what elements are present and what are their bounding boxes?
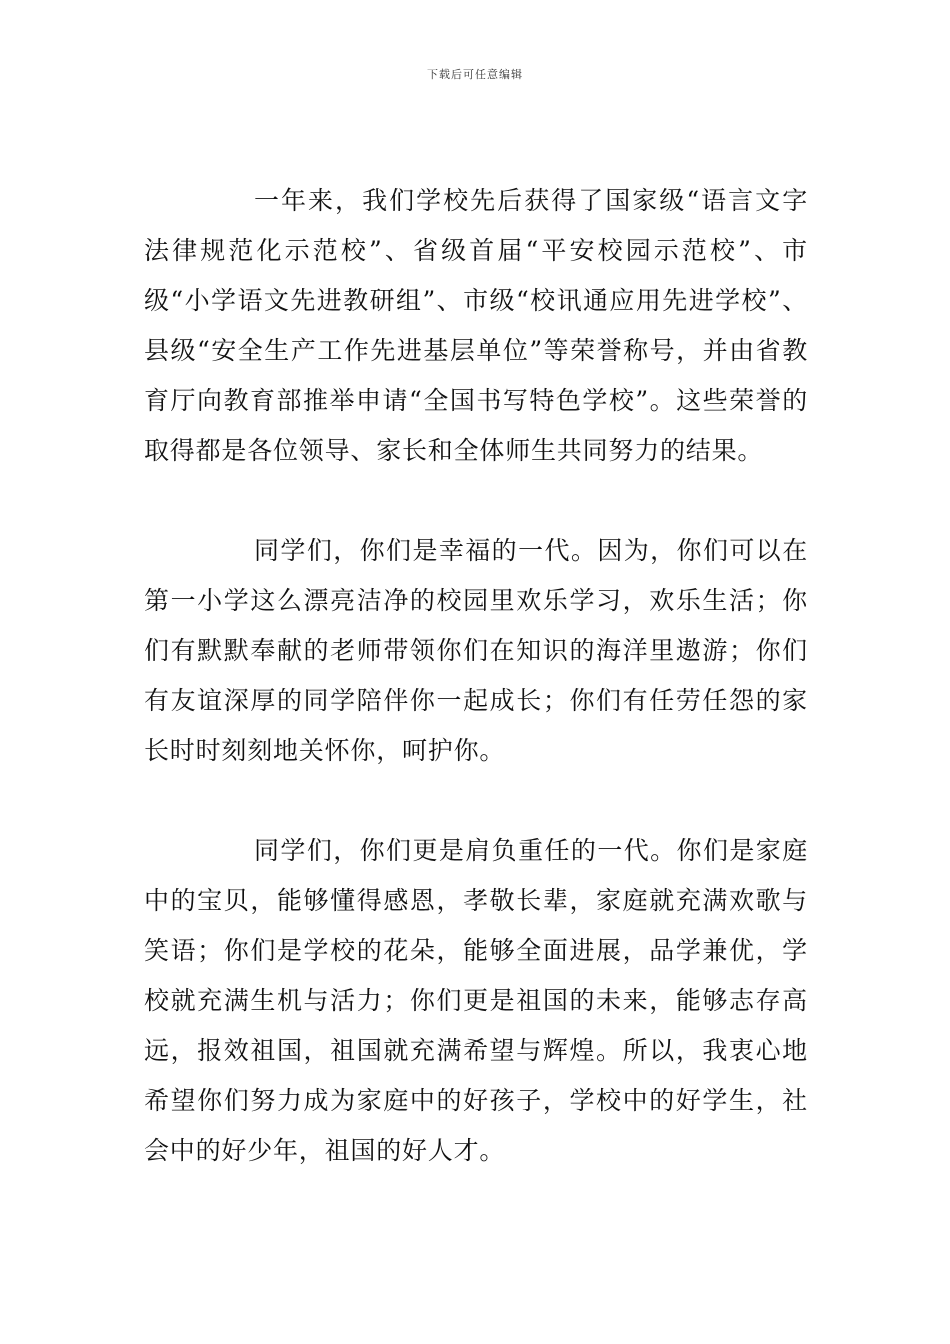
- paragraph-responsibility: 同学们，你们更是肩负重任的一代。你们是家庭中的宝贝，能够懂得感恩，孝敬长辈，家庭就充满欢歌与笑语；你们是学校的花朵，能够全面进展，品学兼优，学校就充满生机与活力；你们更是祖国的未来，能够志存高远，报效祖国，祖国就充满希望与辉煌。所以，我衷心地希望你们努力成为家庭中的好孩子，学校中的好学生，社会中的好少年，祖国的好人才。: [144, 836, 808, 1165]
- page-header-note: 下载后可任意编辑: [427, 68, 523, 81]
- document-body: [144, 176, 808, 1176]
- paragraph-honors: 一年来，我们学校先后获得了国家级“语言文字法律规范化示范校”、省级首届“平安校园示范校”、市级“小学语文先进教研组”、市级“校讯通应用先进学校”、县级“安全生产工作先进基层单位”等荣誉称号，并由省教育厅向教育部推举申请“全国书写特色学校”。这些荣誉的取得都是各位领导、家长和全体师生共同努力的结果。: [144, 186, 808, 465]
- paragraph-happy-generation: 同学们，你们是幸福的一代。因为，你们可以在第一小学这么漂亮洁净的校园里欢乐学习，欢乐生活；你们有默默奉献的老师带领你们在知识的海洋里遨游；你们有友谊深厚的同学陪伴你一起成长；你们有任劳任怨的家长时时刻刻地关怀你，呵护你。: [144, 536, 808, 765]
